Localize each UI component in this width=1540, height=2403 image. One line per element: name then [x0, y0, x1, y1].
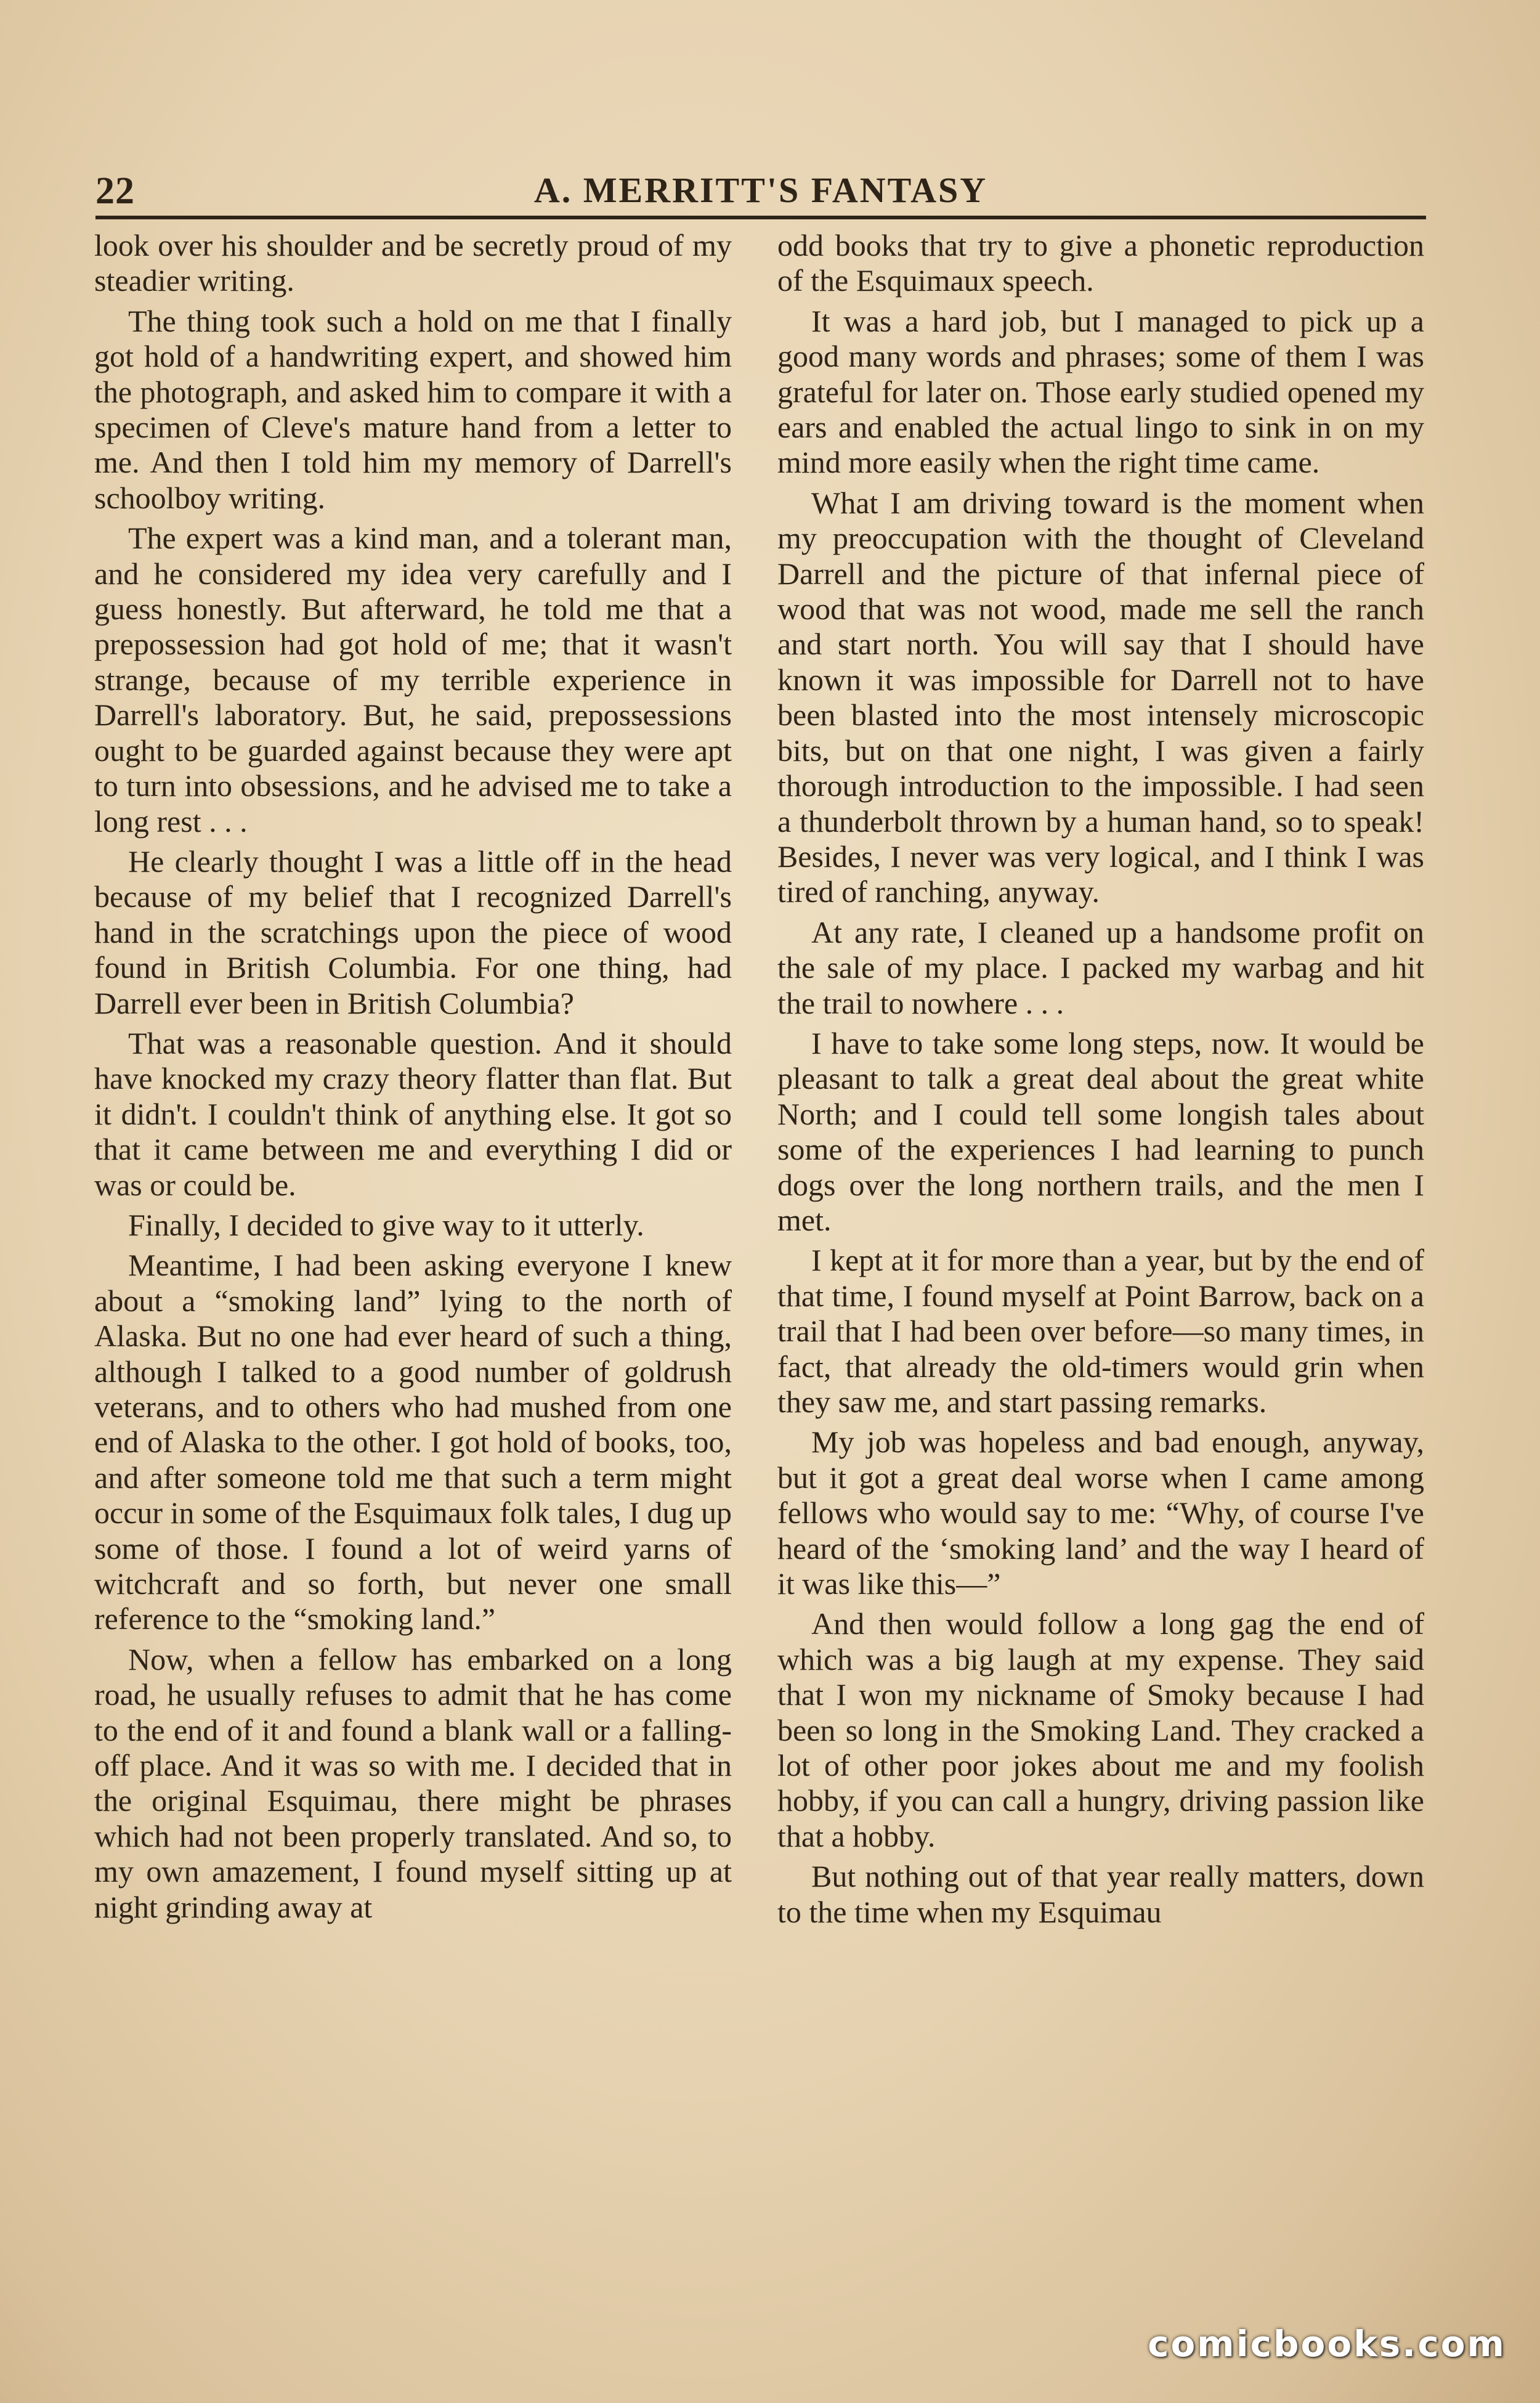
paragraph: At any rate, I cleaned up a handsome profit on the sale of my place. I packed my warbag and hit the trail to nowhere . . .	[777, 914, 1424, 1020]
page-header	[95, 163, 1426, 219]
running-head: A. MERRITT'S FANTASY	[533, 170, 988, 210]
paragraph: The thing took such a hold on me that I finally got hold of a handwriting expert, and showed him the photograph, and asked him to compare it with a specimen of Cleve's mature hand from a letter to me. And then I told him my memory of Darrell's schoolboy writing.	[94, 303, 732, 515]
paragraph: Meantime, I had been asking everyone I knew about a “smoking land” lying to the north of Alaska. But no one had ever heard of such a thing, although I talked to a good number of goldrush veterans, and to others who had mushed from one end of Alaska to the other. I got hold of books, too, and after someone told me that such a term might occur in some of the Esquimaux folk tales, I dug up some of those. I found a lot of weird yarns of witchcraft and so forth, but never one small reference to the “smoking land.”	[94, 1248, 732, 1637]
left-column	[94, 228, 732, 1930]
header-rule	[95, 216, 1426, 219]
paragraph: The expert was a kind man, and a tolerant man, and he considered my idea very carefully and I guess honestly. But afterward, he told me that a prepossession had got hold of me; that it wasn't strange, because of my terrible experience in Darrell's laboratory. But, he said, prepossessions ought to be guarded against because they were apt to turn into obsessions, and he advised me to take a long rest . . .	[94, 521, 732, 839]
paragraph: What I am driving toward is the moment when my preoccupation with the thought of Cleveland Darrell and the picture of that infernal piece of wood that was not wood, made me sell the ranch and start north. You will say that I should have known it was impossible for Darrell not to have been blasted into the most intensely microscopic bits, but on that one night, I was given a fairly thorough introduction to the impossible. I had seen a thunderbolt thrown by a human hand, so to speak! Besides, I never was very logical, and I think I was tired of ranching, anyway.	[777, 485, 1424, 909]
paragraph: My job was hopeless and bad enough, anyway, but it got a great deal worse when I came among fellows who would say to me: “Why, of course I've heard of the ‘smoking land’ and the way I heard of it was like this—”	[777, 1425, 1424, 1601]
paragraph: odd books that try to give a phonetic reproduction of the Esquimaux speech.	[777, 228, 1424, 298]
paragraph: That was a reasonable question. And it should have knocked my crazy theory flatter than flat. But it didn't. I couldn't think of anything else. It got so that it came between me and everything I did or was or could be.	[94, 1025, 732, 1202]
paragraph: And then would follow a long gag the end of which was a big laugh at my expense. They said that I won my nickname of Smoky because I had been so long in the Smoking Land. They cracked a lot of other poor jokes about me and my foolish hobby, if you can call a hungry, driving passion like that a hobby.	[777, 1606, 1424, 1853]
paragraph: I have to take some long steps, now. It would be pleasant to talk a great deal about the great white North; and I could tell some longish tales about some of the experiences I had learning to punch dogs over the long northern trails, and the men I met.	[777, 1025, 1424, 1237]
paragraph: But nothing out of that year really matters, down to the time when my Esquimau	[777, 1859, 1424, 1929]
right-column	[777, 228, 1424, 1935]
paragraph: Finally, I decided to give way to it utterly.	[128, 1207, 644, 1242]
paragraph: I kept at it for more than a year, but by the end of that time, I found myself at Point Barrow, back on a trail that I had been over before—so many times, in fact, that already the old-timers would grin when they saw me, and start passing remarks.	[777, 1243, 1424, 1419]
watermark: comicbooks.com	[1148, 2323, 1506, 2365]
paragraph: look over his shoulder and be secretly proud of my steadier writing.	[94, 228, 732, 298]
paragraph: He clearly thought I was a little off in the head because of my belief that I recognized Darrell's hand in the scratchings upon the piece of wood found in British Columbia. For one thing, had Darrell ever been in British Columbia?	[94, 844, 732, 1020]
paragraph: Now, when a fellow has embarked on a long road, he usually refuses to admit that he has come to the end of it and found a blank wall or a falling-off place. And it was so with me. I decided that in the original Esquimau, there might be phrases which had not been properly translated. And so, to my own amazement, I found myself sitting up at night grinding away at	[94, 1641, 732, 1924]
paragraph: It was a hard job, but I managed to pick up a good many words and phrases; some of them I was grateful for later on. Those early studied opened my ears and enabled the actual lingo to sink in on my mind more easily when the right time came.	[777, 303, 1424, 480]
page-number: 22	[95, 170, 135, 212]
